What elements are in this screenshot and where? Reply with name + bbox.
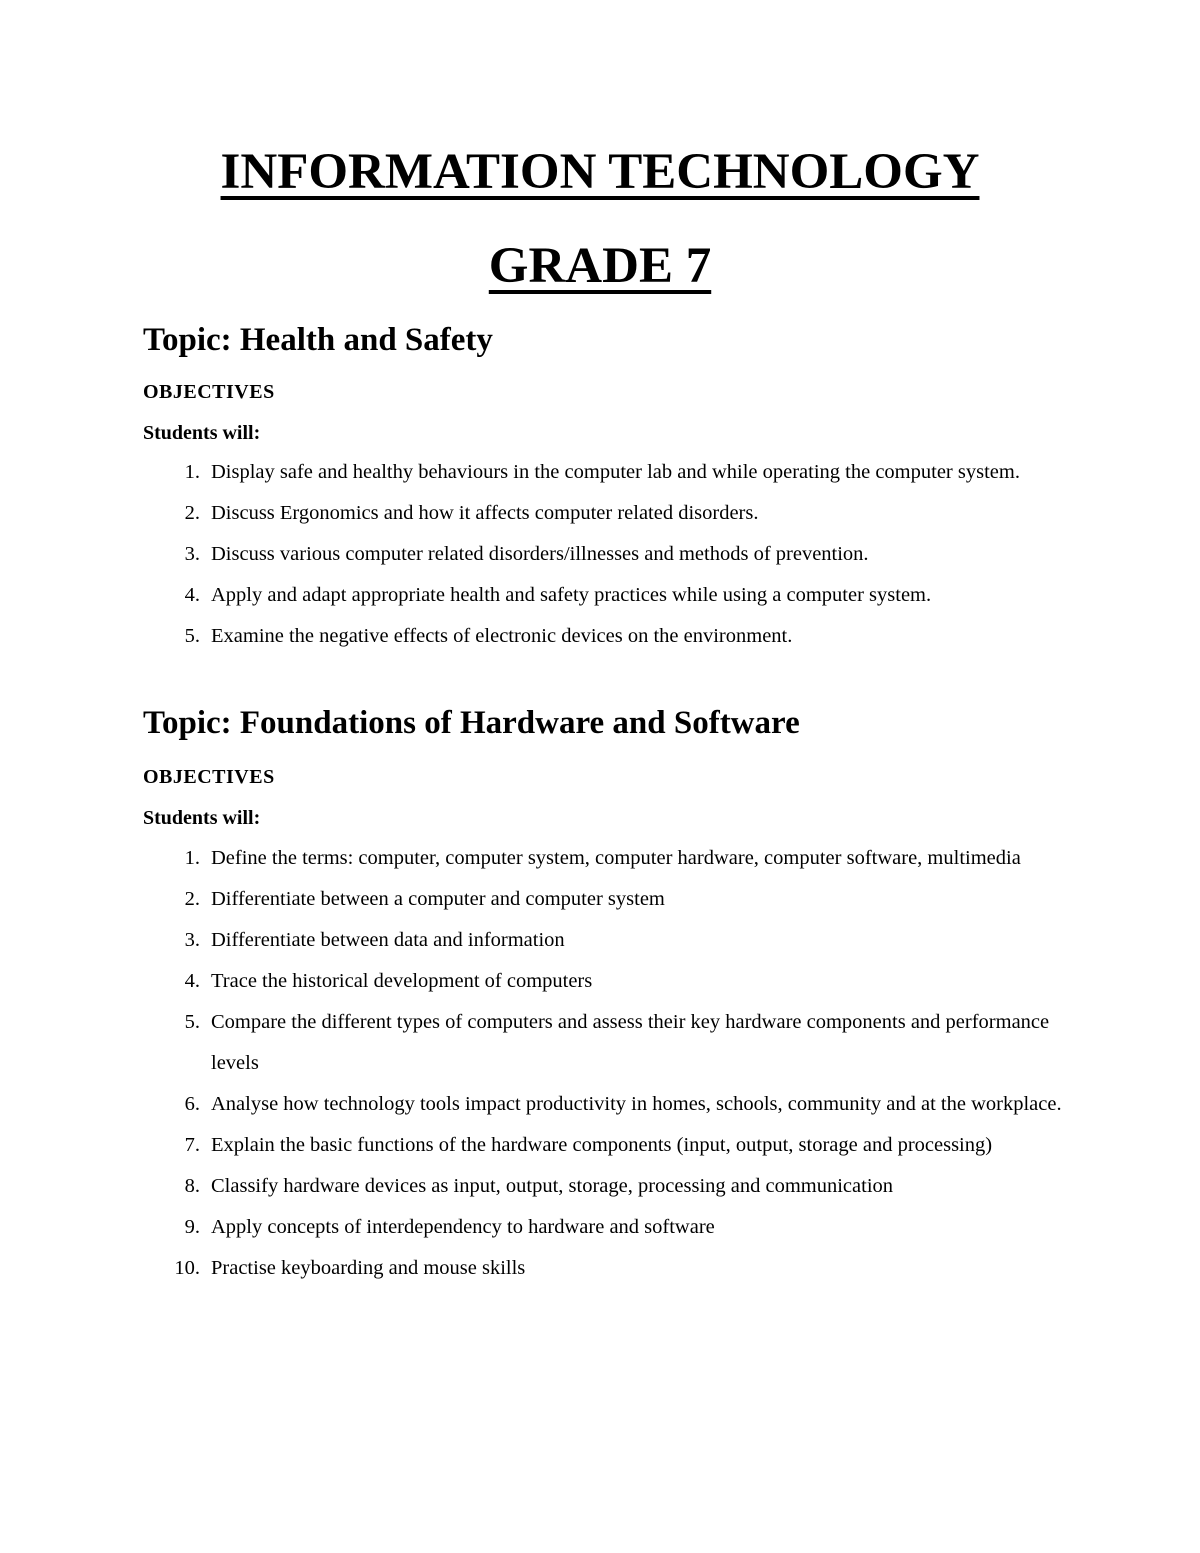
list-item-text: Practise keyboarding and mouse skills [211,1257,526,1279]
list-item-text: Examine the negative effects of electronic devices on the environment. [211,625,793,647]
list-item [0,1002,1200,1084]
list-item-number: 4. [184,584,200,606]
list-item-text: Differentiate between a computer and computer system [211,888,665,910]
list-item-number: 1. [184,847,200,869]
list-item-number: 4. [184,970,200,992]
objectives-label: OBJECTIVES [143,381,275,403]
list-item [0,1084,1200,1125]
list-item-text: Apply concepts of interdependency to hardware and software [211,1216,715,1238]
students-will-label: Students will: [143,422,261,444]
document-subtitle-grade [0,236,1200,296]
objectives-list-health-safety [0,452,1200,657]
list-item-text: Analyse how technology tools impact productivity in homes, schools, community and at the workplace. [211,1093,1062,1115]
document-grade-text: GRADE 7 [488,238,712,294]
list-item-number: 3. [184,543,200,565]
list-item-number: 6. [184,1093,200,1115]
list-item [0,1125,1200,1166]
list-item-text: Display safe and healthy behaviours in the computer lab and while operating the computer system. [211,461,1020,483]
list-item [0,534,1200,575]
list-item [0,575,1200,616]
topic-heading-health-safety: Topic: Health and Safety [143,322,493,358]
list-item-number: 2. [184,502,200,524]
list-item [0,838,1200,879]
list-item-number: 2. [184,888,200,910]
list-item-number: 9. [184,1216,200,1238]
list-item-number: 1. [184,461,200,483]
list-item [0,961,1200,1002]
list-item-number: 3. [184,929,200,951]
list-item [0,1248,1200,1289]
list-item [0,493,1200,534]
list-item-number: 7. [184,1134,200,1156]
list-item-text: Trace the historical development of computers [211,970,593,992]
list-item [0,920,1200,961]
list-item-text: Apply and adapt appropriate health and safety practices while using a computer system. [211,584,932,606]
list-item-number: 5. [184,625,200,647]
list-item-number: 5. [184,1011,200,1033]
list-item-number: 8. [184,1175,200,1197]
document-title [0,142,1200,202]
list-item [0,616,1200,657]
topic-heading-hardware-software: Topic: Foundations of Hardware and Software [143,705,800,741]
list-item-number: 10. [174,1257,200,1279]
list-item-text: Explain the basic functions of the hardware components (input, output, storage and processing) [211,1134,993,1156]
list-item [0,452,1200,493]
list-item-text: Differentiate between data and information [211,929,565,951]
list-item [0,1207,1200,1248]
list-item-text: Classify hardware devices as input, output, storage, processing and communication [211,1175,894,1197]
list-item-text: Discuss various computer related disorders/illnesses and methods of prevention. [211,543,869,565]
document-title-text: INFORMATION TECHNOLOGY [220,144,980,200]
list-item [0,1166,1200,1207]
students-will-label: Students will: [143,807,261,829]
list-item-text: Compare the different types of computers and assess their key hardware components and performance levels [211,1011,1050,1074]
objectives-label: OBJECTIVES [143,766,275,788]
list-item-text: Define the terms: computer, computer system, computer hardware, computer software, multimedia [211,847,1021,869]
list-item [0,879,1200,920]
list-item-text: Discuss Ergonomics and how it affects computer related disorders. [211,502,759,524]
objectives-list-hardware-software [0,838,1200,1289]
